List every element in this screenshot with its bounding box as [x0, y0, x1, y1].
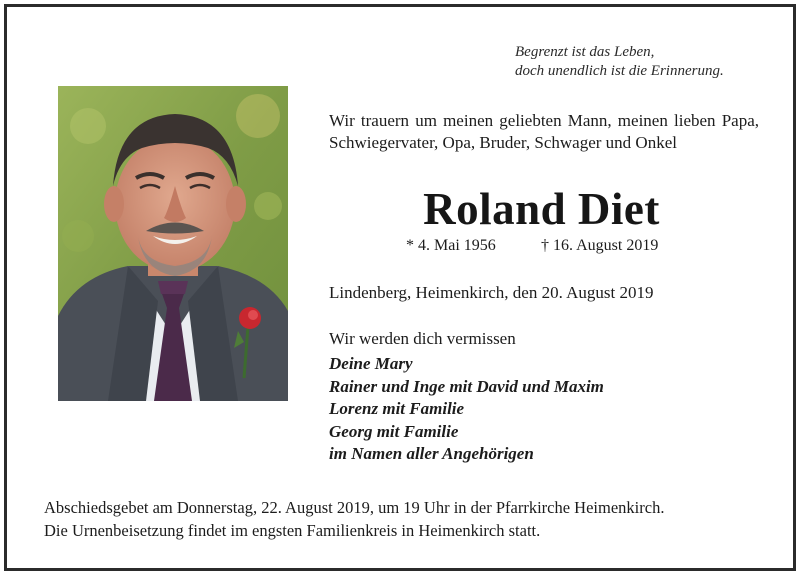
place-and-date: Lindenberg, Heimenkirch, den 20. August 2019 [329, 283, 654, 302]
mourner-line: Deine Mary [329, 354, 413, 373]
notice-line-2: Die Urnenbeisetzung findet im engsten Familienkreis in Heimenkirch statt. [44, 521, 541, 540]
service-notice [44, 496, 784, 542]
notice-line-1: Abschiedsgebet am Donnerstag, 22. August 2019, um 19 Uhr in der Pfarrkirche Heimenkirch. [44, 498, 665, 517]
birth-date: * 4. Mai 1956 [406, 237, 496, 254]
motto-line-1: Begrenzt ist das Leben, [515, 44, 655, 60]
deceased-name: Roland Diet [423, 184, 660, 234]
mourners-list [329, 353, 759, 466]
motto-quote [515, 43, 775, 81]
motto-line-2: doch unendlich ist die Erinnerung. [515, 63, 724, 79]
mourner-line: Lorenz mit Familie [329, 399, 465, 418]
mourner-line: Georg mit Familie [329, 421, 459, 441]
intro-text: Wir trauern um meinen geliebten Mann, meinen lieben Papa, Schwiegervater, Opa, Bruder, Schwager und Onkel [329, 111, 759, 152]
mourner-line: Rainer und Inge mit David und Maxim [329, 376, 604, 396]
mourner-line: im Namen aller Angehörigen [329, 444, 534, 463]
miss-line: Wir werden dich vermissen [329, 329, 516, 348]
portrait-illustration [58, 86, 288, 401]
obituary-frame [4, 4, 796, 571]
death-date: † 16. August 2019 [541, 237, 659, 254]
portrait-photo [58, 86, 288, 401]
